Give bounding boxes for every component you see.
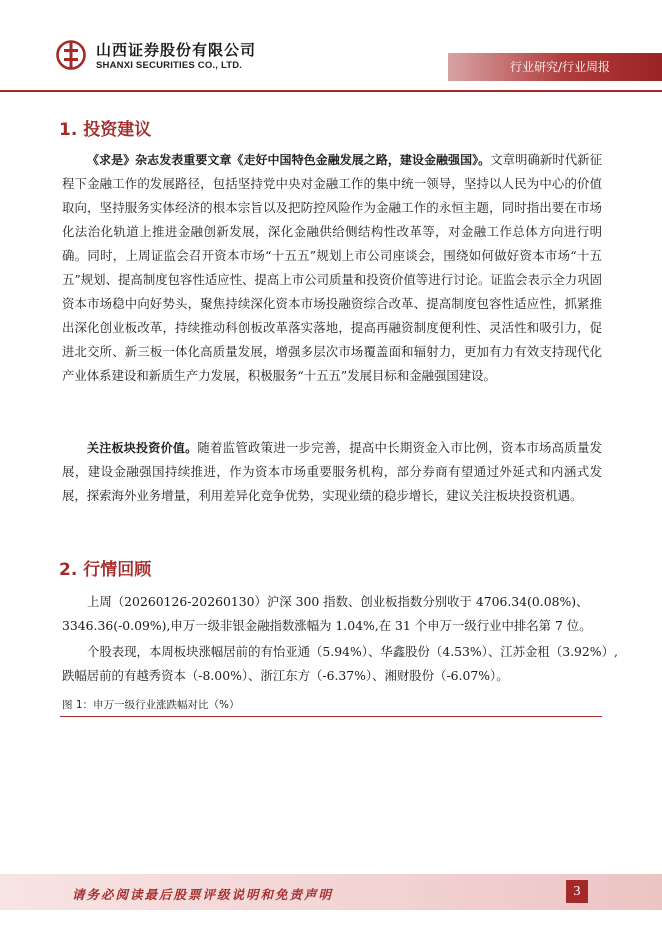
figure-caption: 图 1：申万一级行业涨跌幅对比（%）	[62, 699, 240, 711]
stock-performance-line-1: 个股表现，本周板块涨幅居前的有怡亚通（5.94%）、华鑫股份（4.53%）、江苏金租（3.92%）,	[87, 644, 618, 659]
header-divider	[0, 90, 662, 92]
page-header	[0, 0, 662, 92]
company-name-cn: 山西证券股份有限公司	[96, 41, 257, 59]
market-review-line-1: 上周（20260126-20260130）沪深 300 指数、创业板指数分别收于 4706.34(0.08%)、	[87, 594, 589, 609]
page-footer	[0, 874, 662, 910]
section-1-paragraph-1	[62, 148, 602, 388]
company-logo-icon	[56, 40, 86, 70]
paragraph-2-body: 随着监管政策进一步完善，提高中长期资金入市比例，资本市场高质量发展，建设金融强国持续推进，作为资本市场重要服务机构，部分券商有望通过外延式和内涵式发展，探索海外业务增量，利用差异化竞争优势，实现业绩的稳步增长，建议关注板块投资机遇。	[62, 440, 602, 503]
report-type-tag: 行业研究/行业周报	[448, 53, 662, 81]
company-name-en: SHANXI SECURITIES CO., LTD.	[96, 60, 243, 71]
market-review-line-2: 3346.36(-0.09%),申万一级非银金融指数涨幅为 1.04%,在 31 个申万一级行业中排名第 7 位。	[62, 618, 592, 633]
caption-divider	[60, 716, 602, 717]
section-2-heading: 2. 行情回顾	[59, 560, 152, 580]
paragraph-1-body: 文章明确新时代新征程下金融工作的发展路径，包括坚持党中央对金融工作的集中统一领导，坚持以人民为中心的价值取向，坚持服务实体经济的根本宗旨以及把防控风险作为金融工作的永恒主题，同时指出要在市场化法治化轨道上推进金融创新发展，深化金融供给侧结构性改革等，对金融工作总体方向进行明确。同时，上周证监会召开资本市场“十五五”规划上市公司座谈会，围绕如何做好资本市场“十五五”规划、提高制度包容性适应性、提高上市公司质量和投资价值等进行讨论。证监会表示全力巩固资本市场稳中向好势头，聚焦持续深化资本市场投融资综合改革、提高制度包容性适应性，抓紧推出深化创业板改革，持续推动科创板改革落实落地，提高再融资制度便利性、灵活性和吸引力，促进北交所、新三板一体化高质量发展，增强多层次市场覆盖面和辐射力，更加有力有效支持现代化产业体系建设和新质生产力发展，积极服务“十五五”发展目标和金融强国建设。	[62, 152, 602, 383]
section-1-paragraph-2	[62, 436, 602, 508]
paragraph-1-lead: 《求是》杂志发表重要文章《走好中国特色金融发展之路，建设金融强国》。	[87, 153, 491, 167]
page-number: 3	[566, 880, 588, 903]
paragraph-2-lead: 关注板块投资价值。	[87, 441, 198, 455]
stock-performance-line-2: 跌幅居前的有越秀资本（-8.00%）、浙江东方（-6.37%）、湘财股份（-6.07%）。	[62, 668, 509, 683]
section-1-heading: 1. 投资建议	[59, 120, 152, 140]
disclaimer-notice: 请务必阅读最后股票评级说明和免责声明	[72, 887, 334, 902]
